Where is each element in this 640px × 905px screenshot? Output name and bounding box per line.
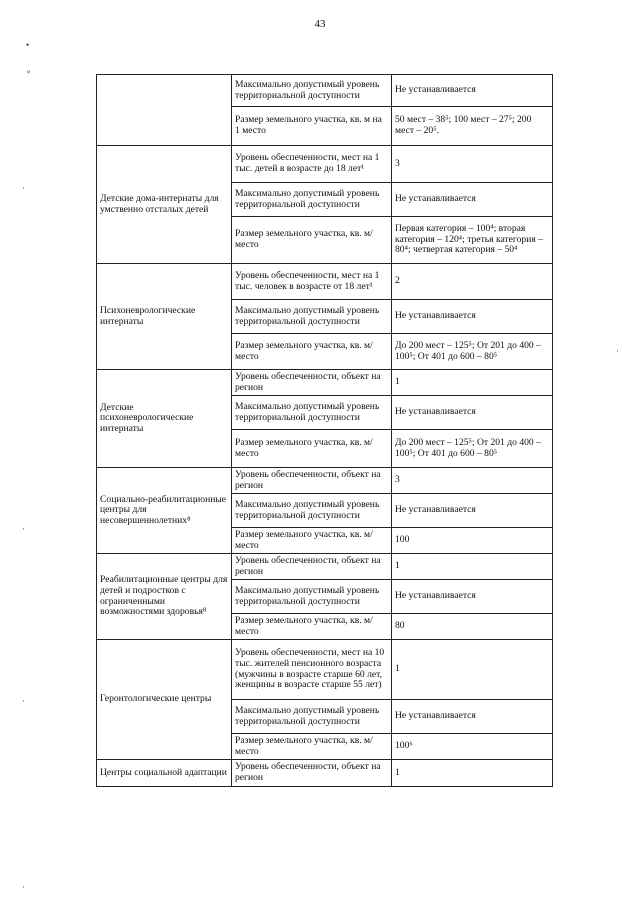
indicator-cell: Размер земельного участка, кв. м/место bbox=[232, 430, 392, 468]
group-cell bbox=[97, 75, 232, 146]
value-cell: 3 bbox=[392, 146, 553, 183]
value-cell: 1 bbox=[392, 370, 553, 396]
table-row bbox=[97, 75, 553, 107]
group-cell: Геронтологические центры bbox=[97, 640, 232, 760]
scan-speck: · bbox=[22, 882, 25, 892]
value-cell: Не устанавливается bbox=[392, 183, 553, 217]
norms-table bbox=[96, 74, 553, 787]
value-cell: Не устанавливается bbox=[392, 396, 553, 430]
value-cell: 80 bbox=[392, 614, 553, 640]
indicator-cell: Уровень обеспеченности, мест на 10 тыс. жителей пенсионного возраста (мужчины в возрасте старше 60 лет, женщины в возрасте старше 55 лет) bbox=[232, 640, 392, 700]
value-cell: Не устанавливается bbox=[392, 700, 553, 734]
value-cell: 1 bbox=[392, 640, 553, 700]
indicator-cell: Размер земельного участка, кв. м/место bbox=[232, 614, 392, 640]
indicator-cell: Максимально допустимый уровень территориальной доступности bbox=[232, 396, 392, 430]
table-row bbox=[97, 264, 553, 300]
scan-speck: · bbox=[22, 696, 25, 706]
group-cell: Центры социальной адаптации bbox=[97, 760, 232, 787]
scan-speck: · bbox=[22, 524, 25, 534]
scan-speck: · bbox=[616, 346, 619, 356]
table-row bbox=[97, 760, 553, 787]
scan-speck: ᵩ bbox=[27, 64, 31, 74]
table-row bbox=[97, 468, 553, 494]
indicator-cell: Размер земельного участка, кв. м/место bbox=[232, 734, 392, 760]
indicator-cell: Уровень обеспеченности, объект на регион bbox=[232, 760, 392, 787]
indicator-cell: Максимально допустимый уровень территориальной доступности bbox=[232, 700, 392, 734]
indicator-cell: Размер земельного участка, кв. м/место bbox=[232, 528, 392, 554]
table-row bbox=[97, 370, 553, 396]
indicator-cell: Максимально допустимый уровень территориальной доступности bbox=[232, 75, 392, 107]
page-number: 43 bbox=[314, 18, 326, 30]
table-row bbox=[97, 640, 553, 700]
value-cell: 100⁶ bbox=[392, 734, 553, 760]
table-row bbox=[97, 146, 553, 183]
value-cell: 1 bbox=[392, 554, 553, 580]
group-cell: Реабилитационные центры для детей и подростков с ограниченными возможностями здоровья⁸ bbox=[97, 554, 232, 640]
scan-speck: • bbox=[26, 40, 30, 50]
value-cell: 2 bbox=[392, 264, 553, 300]
group-cell: Психоневрологические интернаты bbox=[97, 264, 232, 370]
table-row bbox=[97, 554, 553, 580]
indicator-cell: Уровень обеспеченности, мест на 1 тыс. человек в возрасте от 18 лет¹ bbox=[232, 264, 392, 300]
indicator-cell: Уровень обеспеченности, объект на регион bbox=[232, 370, 392, 396]
value-cell: Не устанавливается bbox=[392, 494, 553, 528]
value-cell: Не устанавливается bbox=[392, 580, 553, 614]
value-cell: 3 bbox=[392, 468, 553, 494]
indicator-cell: Размер земельного участка, кв. м на 1 место bbox=[232, 107, 392, 146]
value-cell: До 200 мест – 125⁵; От 201 до 400 – 100⁵; От 401 до 600 – 80⁵ bbox=[392, 334, 553, 370]
value-cell: 100 bbox=[392, 528, 553, 554]
indicator-cell: Максимально допустимый уровень территориальной доступности bbox=[232, 300, 392, 334]
indicator-cell: Уровень обеспеченности, мест на 1 тыс. детей в возрасте до 18 лет¹ bbox=[232, 146, 392, 183]
group-cell: Детские психоневрологические интернаты bbox=[97, 370, 232, 468]
indicator-cell: Уровень обеспеченности, объект на регион bbox=[232, 468, 392, 494]
group-cell: Социально-реабилитационные центры для несовершеннолетних⁸ bbox=[97, 468, 232, 554]
value-cell: 1 bbox=[392, 760, 553, 787]
indicator-cell: Максимально допустимый уровень территориальной доступности bbox=[232, 183, 392, 217]
indicator-cell: Размер земельного участка, кв. м/место bbox=[232, 334, 392, 370]
value-cell: Первая категория – 100⁴; вторая категория – 120⁴; третья категория – 80⁴; четвертая категория – 50⁴ bbox=[392, 217, 553, 264]
value-cell: Не устанавливается bbox=[392, 300, 553, 334]
group-cell: Детские дома-интернаты для умственно отсталых детей bbox=[97, 146, 232, 264]
value-cell: Не устанавливается bbox=[392, 75, 553, 107]
scan-speck: · bbox=[22, 183, 25, 193]
value-cell: До 200 мест – 125⁵; От 201 до 400 – 100⁵; От 401 до 600 – 80⁵ bbox=[392, 430, 553, 468]
indicator-cell: Размер земельного участка, кв. м/место bbox=[232, 217, 392, 264]
value-cell: 50 мест – 38⁵; 100 мест – 27⁵; 200 мест – 20⁵. bbox=[392, 107, 553, 146]
indicator-cell: Максимально допустимый уровень территориальной доступности bbox=[232, 580, 392, 614]
indicator-cell: Уровень обеспеченности, объект на регион bbox=[232, 554, 392, 580]
indicator-cell: Максимально допустимый уровень территориальной доступности bbox=[232, 494, 392, 528]
